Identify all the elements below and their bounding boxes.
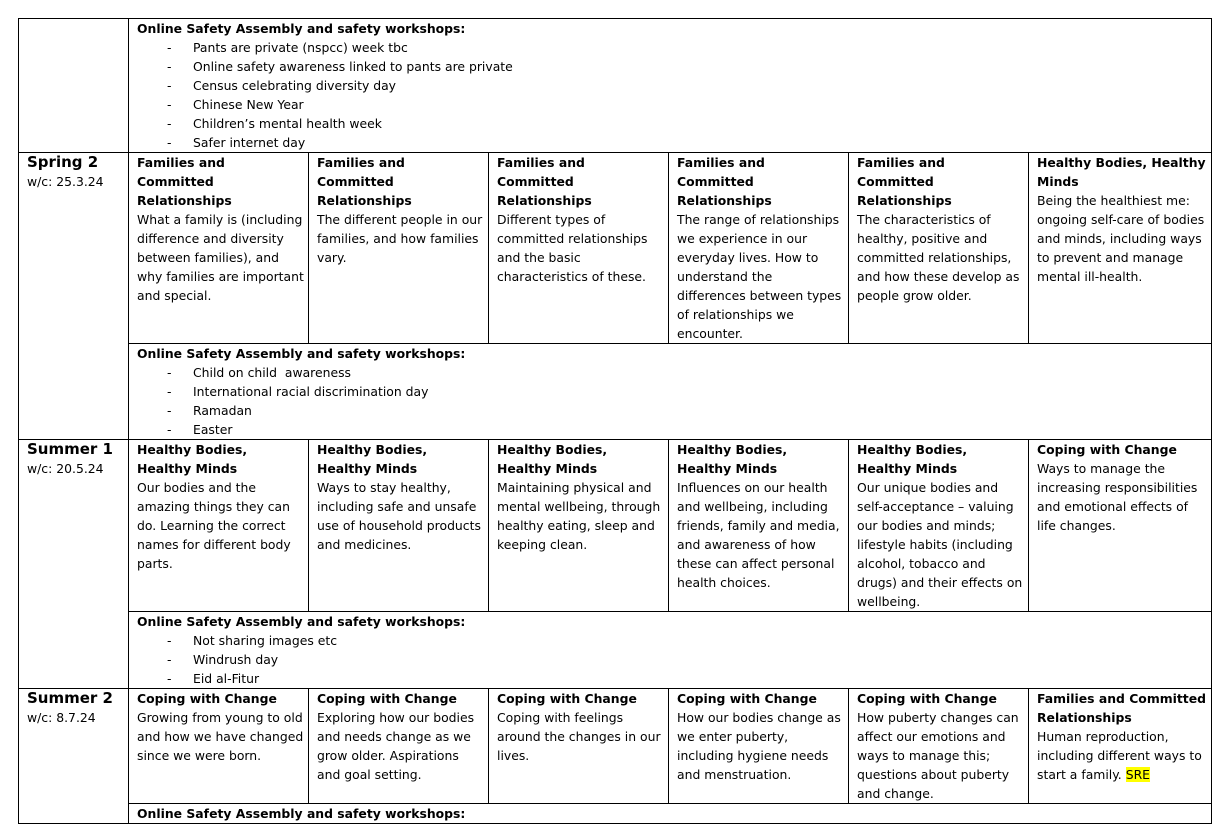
curriculum-table [18,18,1212,824]
list-item: - Census celebrating diversity day [167,78,397,93]
lesson-heading: Coping with Change [677,691,817,706]
lesson-heading: Healthy Bodies, Healthy Minds [497,442,608,476]
summer1-workshop-row [19,612,1212,689]
lesson-body: The range of relationships we experience in our everyday lives. How to understand the differences between types of relationships we encounter. [677,212,842,341]
lesson-body: Being the healthiest me: ongoing self-care of bodies and minds, including ways to prevent and manage mental ill-health. [1037,193,1205,284]
top-workshop-row [19,19,1212,153]
lesson-body: Human reproduction, including different ways to start a family. SRE [1037,729,1202,782]
lesson-cell [1029,440,1212,612]
spring2-row [19,153,1212,344]
lesson-cell [129,689,309,804]
lesson-heading: Families and Committed Relationships [1037,691,1207,725]
lesson-body: Our unique bodies and self-acceptance – valuing our bodies and minds; lifestyle habits (including alcohol, tobacco and drugs) and their effects on wellbeing. [857,480,1023,609]
week-commencing: w/c: 25.3.24 [27,174,104,189]
lesson-heading: Healthy Bodies, Healthy Minds [857,442,968,476]
lesson-heading: Families and Committed Relationships [317,155,412,208]
workshop-cell [129,612,1212,689]
lesson-cell [489,689,669,804]
dash-bullet: - [167,652,172,667]
dash-bullet: - [167,135,172,150]
summer1-row [19,440,1212,612]
list-item: - Online safety awareness linked to pants are private [167,59,513,74]
dash-bullet: - [167,403,172,418]
list-item: - Windrush day [167,652,279,667]
lesson-body: Different types of committed relationships and the basic characteristics of these. [497,212,648,284]
lesson-heading: Coping with Change [857,691,997,706]
lesson-body: Maintaining physical and mental wellbeing, through healthy eating, sleep and keeping clean. [497,480,661,552]
week-commencing: w/c: 8.7.24 [27,710,96,725]
lesson-cell [309,153,489,344]
lesson-heading: Coping with Change [317,691,457,706]
lesson-heading: Healthy Bodies, Healthy Minds [1037,155,1206,189]
dash-bullet: - [167,365,172,380]
list-item: - Easter [167,422,233,437]
term-name: Summer 2 [27,689,113,707]
list-item: - Not sharing images etc [167,633,338,648]
lesson-heading: Coping with Change [137,691,277,706]
list-item: - Children’s mental health week [167,116,382,131]
workshop-list [137,631,1207,688]
week-commencing: w/c: 20.5.24 [27,461,104,476]
lesson-cell [849,153,1029,344]
dash-bullet: - [167,97,172,112]
lesson-body: What a family is (including difference and diversity between families), and why families are important and special. [137,212,304,303]
lesson-cell [669,689,849,804]
lesson-cell [669,440,849,612]
list-item: - Pants are private (nspcc) week tbc [167,40,408,55]
list-item: - Chinese New Year [167,97,304,112]
dash-bullet: - [167,671,172,686]
dash-bullet: - [167,116,172,131]
lesson-body: Our bodies and the amazing things they can do. Learning the correct names for different body parts. [137,480,291,571]
lesson-cell [669,153,849,344]
lesson-heading: Healthy Bodies, Healthy Minds [317,442,428,476]
summer2-row [19,689,1212,804]
workshop-heading: Online Safety Assembly and safety workshops: [137,21,466,36]
lesson-cell [309,689,489,804]
list-item: - Child on child awareness [167,365,352,380]
list-item: - Eid al-Fitur [167,671,260,686]
dash-bullet: - [167,633,172,648]
lesson-cell [129,153,309,344]
spring2-workshop-row [19,344,1212,440]
workshop-heading: Online Safety Assembly and safety workshops: [137,806,466,821]
workshop-list [137,38,1207,152]
term-cell-empty [19,19,129,153]
list-item: - Safer internet day [167,135,306,150]
summer2-workshop-row [19,804,1212,824]
workshop-cell [129,19,1212,153]
lesson-body: Influences on our health and wellbeing, including friends, family and media, and awareness of how these can affect personal health choices. [677,480,840,590]
lesson-heading: Families and Committed Relationships [137,155,232,208]
lesson-cell [489,153,669,344]
list-item: - International racial discrimination day [167,384,429,399]
lesson-cell [129,440,309,612]
workshop-cell [129,804,1212,824]
lesson-cell [489,440,669,612]
lesson-body: Ways to stay healthy, including safe and unsafe use of household products and medicines. [317,480,481,552]
lesson-cell [1029,689,1212,804]
lesson-body: The characteristics of healthy, positive and committed relationships, and how these develop as people grow older. [857,212,1020,303]
term-name: Spring 2 [27,153,99,171]
lesson-body: How puberty changes can affect our emotions and ways to manage this; questions about puberty and change. [857,710,1019,801]
lesson-heading: Coping with Change [1037,442,1177,457]
lesson-body: Coping with feelings around the changes in our lives. [497,710,661,763]
lesson-body: Ways to manage the increasing responsibilities and emotional effects of life changes. [1037,461,1198,533]
lesson-heading: Families and Committed Relationships [677,155,772,208]
workshop-heading: Online Safety Assembly and safety workshops: [137,614,466,629]
dash-bullet: - [167,40,172,55]
workshop-heading: Online Safety Assembly and safety workshops: [137,346,466,361]
lesson-body: The different people in our families, and how families vary. [317,212,483,265]
term-cell-summer1 [19,440,129,689]
lesson-body: Growing from young to old and how we have changed since we were born. [137,710,304,763]
workshop-cell [129,344,1212,440]
lesson-body: How our bodies change as we enter puberty, including hygiene needs and menstruation. [677,710,841,782]
term-cell-summer2 [19,689,129,824]
lesson-cell [849,440,1029,612]
dash-bullet: - [167,384,172,399]
lesson-heading: Coping with Change [497,691,637,706]
lesson-heading: Healthy Bodies, Healthy Minds [677,442,788,476]
dash-bullet: - [167,78,172,93]
dash-bullet: - [167,422,172,437]
term-name: Summer 1 [27,440,113,458]
lesson-cell [1029,153,1212,344]
lesson-heading: Families and Committed Relationships [857,155,952,208]
term-cell-spring2 [19,153,129,440]
lesson-body: Exploring how our bodies and needs change as we grow older. Aspirations and goal setting. [317,710,475,782]
lesson-cell [309,440,489,612]
lesson-heading: Families and Committed Relationships [497,155,592,208]
lesson-heading: Healthy Bodies, Healthy Minds [137,442,248,476]
list-item: - Ramadan [167,403,252,418]
dash-bullet: - [167,59,172,74]
workshop-list [137,363,1207,439]
lesson-cell [849,689,1029,804]
sre-highlight: SRE [1125,767,1151,782]
